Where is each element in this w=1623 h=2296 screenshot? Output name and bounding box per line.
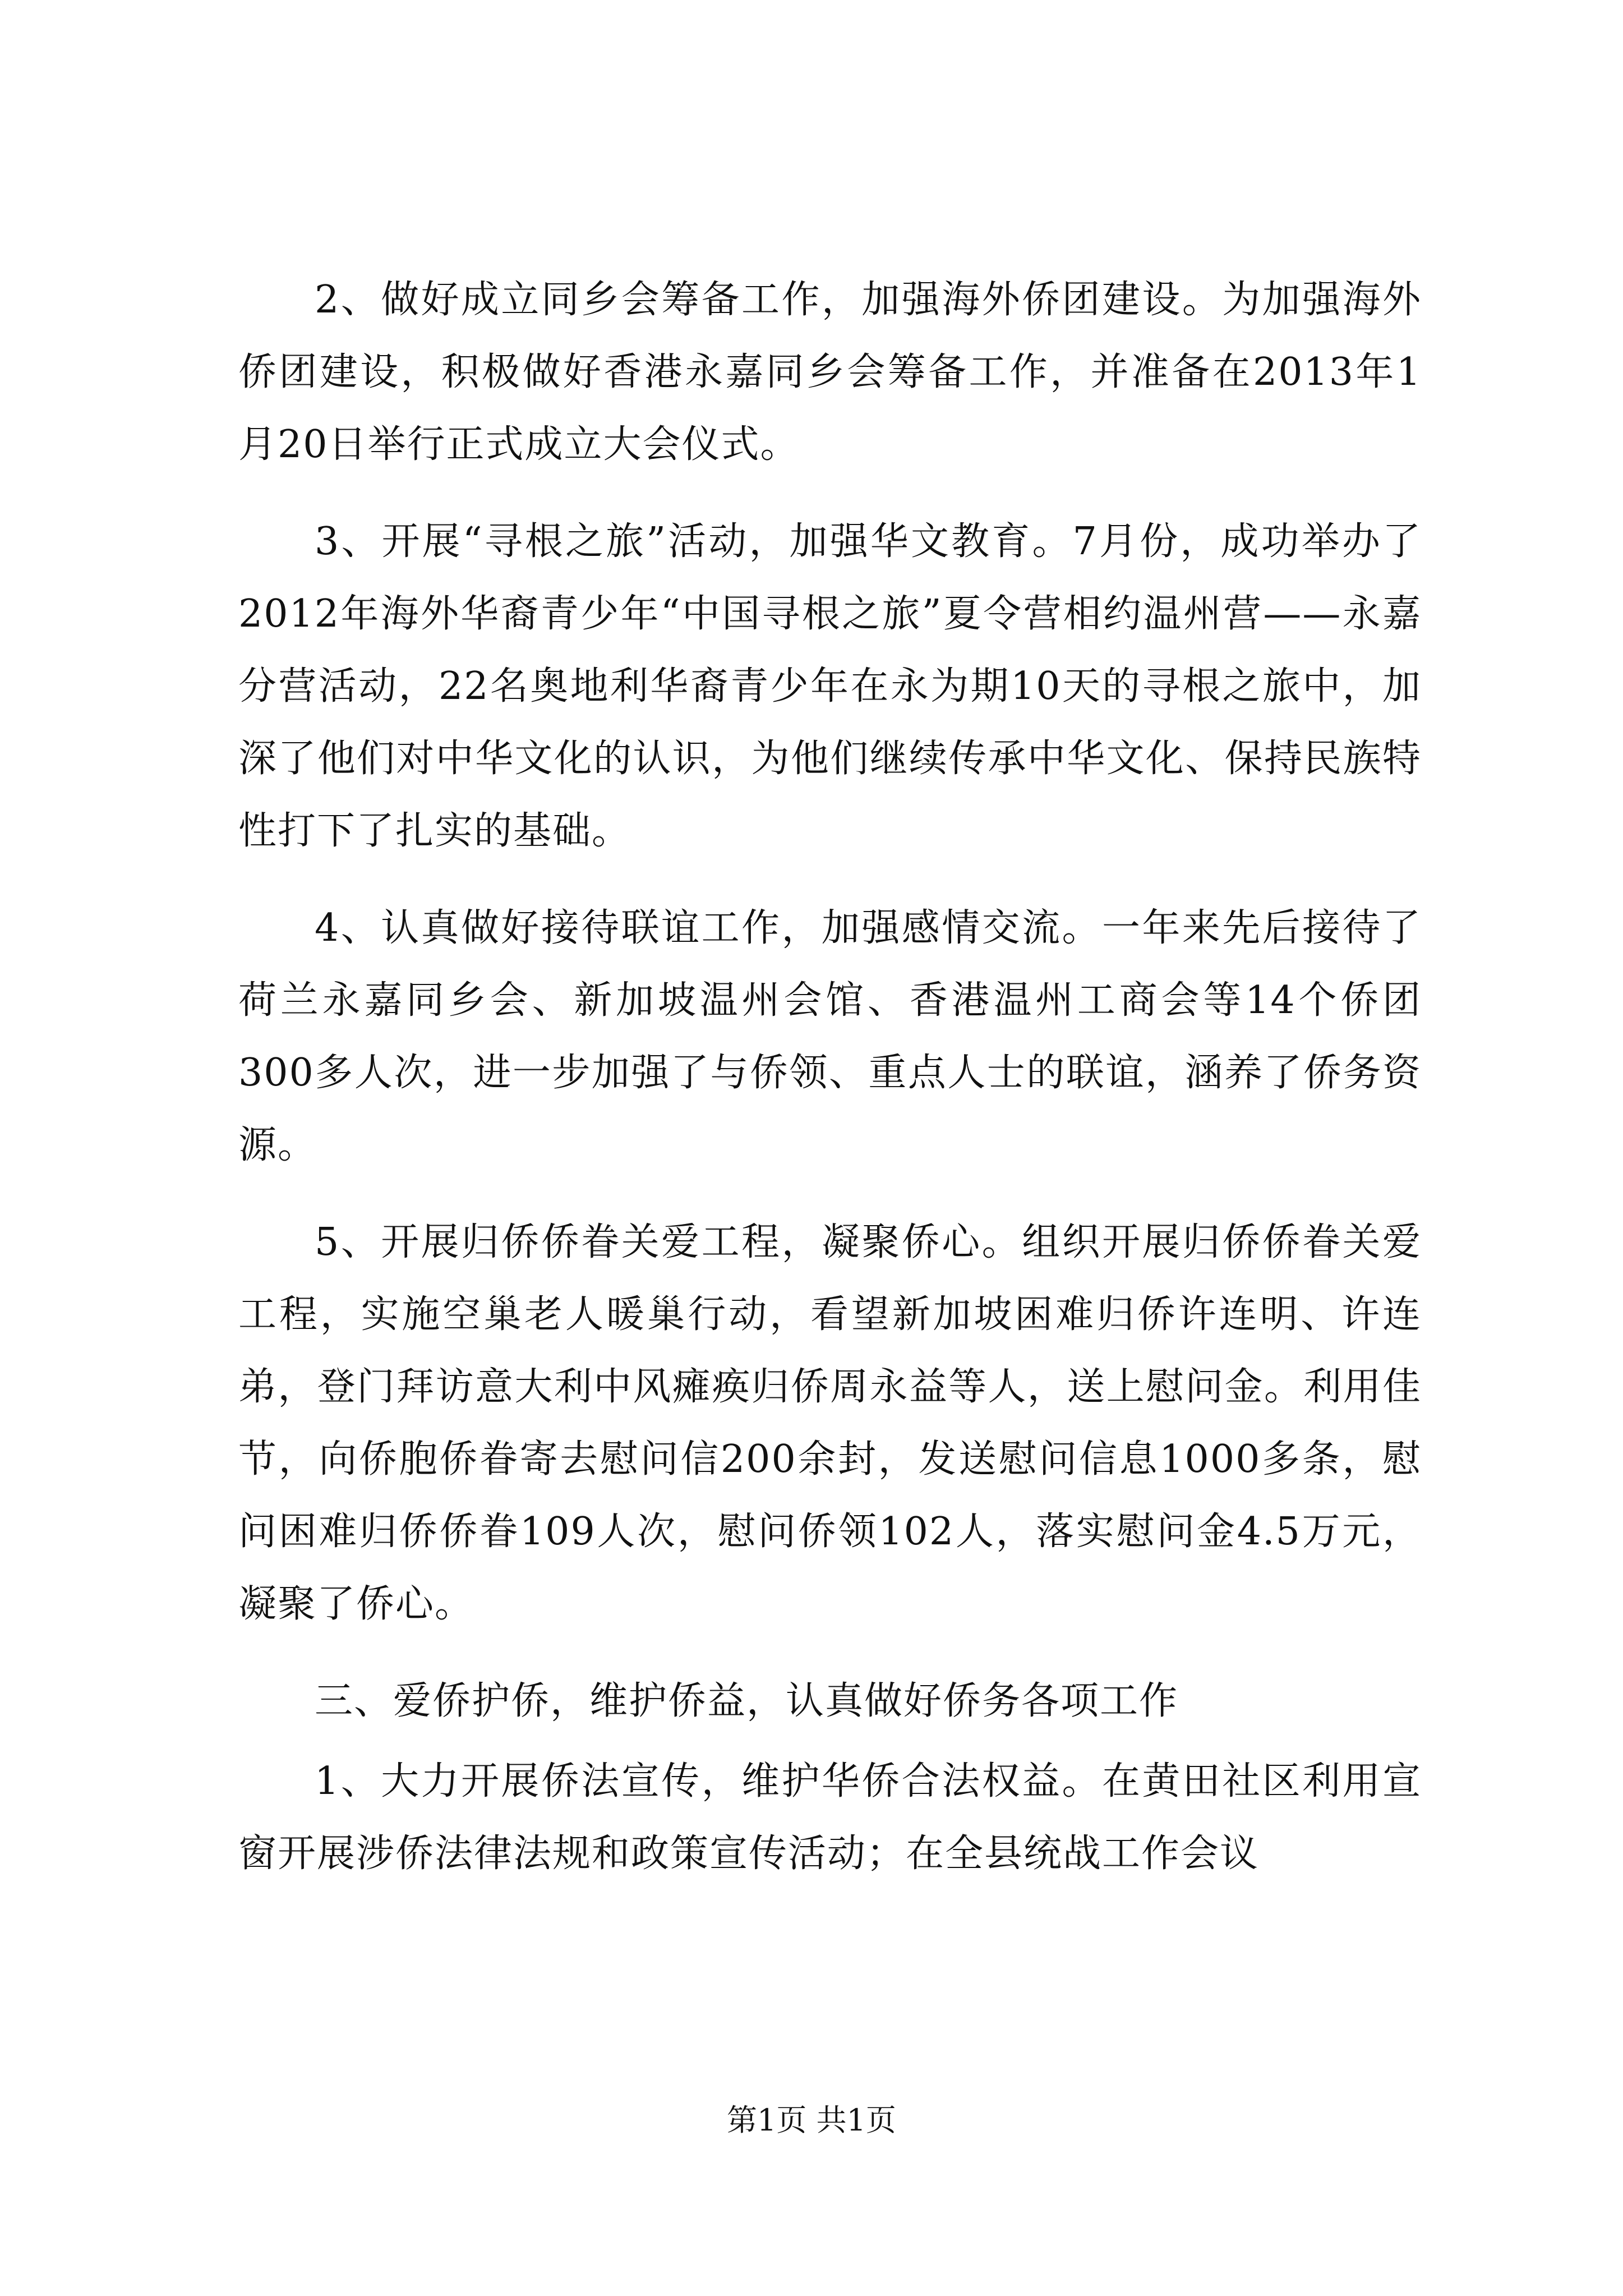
- document-body: [238, 264, 1422, 1915]
- paragraph-1-section-3: 1、大力开展侨法宣传，维护华侨合法权益。在黄田社区利用宣窗开展涉侨法律法规和政策宣传活动；在全县统战工作会议: [238, 1759, 1422, 1876]
- section-heading: 三、爱侨护侨，维护侨益，认真做好侨务各项工作: [315, 1679, 1179, 1723]
- paragraph-5: 5、开展归侨侨眷关爱工程，凝聚侨心。组织开展归侨侨眷关爱工程，实施空巢老人暖巢行动，看望新加坡困难归侨许连明、许连弟，登门拜访意大利中风瘫痪归侨周永益等人，送上慰问金。利用佳节，向侨胞侨眷寄去慰问信200余封，发送慰问信息1000多条，慰问困难归侨侨眷109人次，慰问侨领102人，落实慰问金4.5万元，凝聚了侨心。: [238, 1220, 1422, 1626]
- page-footer: 第1页 共1页: [727, 2102, 896, 2138]
- paragraph-4: 4、认真做好接待联谊工作，加强感情交流。一年来先后接待了荷兰永嘉同乡会、新加坡温州会馆、香港温州工商会等14个侨团300多人次，进一步加强了与侨领、重点人士的联谊，涵养了侨务资源。: [238, 906, 1422, 1167]
- paragraph-3: 3、开展“寻根之旅”活动，加强华文教育。7月份，成功举办了2012年海外华裔青少年“中国寻根之旅”夏令营相约温州营——永嘉分营活动，22名奥地利华裔青少年在永为期10天的寻根之旅中，加深了他们对中华文化的认识，为他们继续传承中华文化、保持民族特性打下了扎实的基础。: [238, 519, 1422, 853]
- paragraph-2: 2、做好成立同乡会筹备工作，加强海外侨团建设。为加强海外侨团建设，积极做好香港永嘉同乡会筹备工作，并准备在2013年1月20日举行正式成立大会仪式。: [238, 278, 1422, 467]
